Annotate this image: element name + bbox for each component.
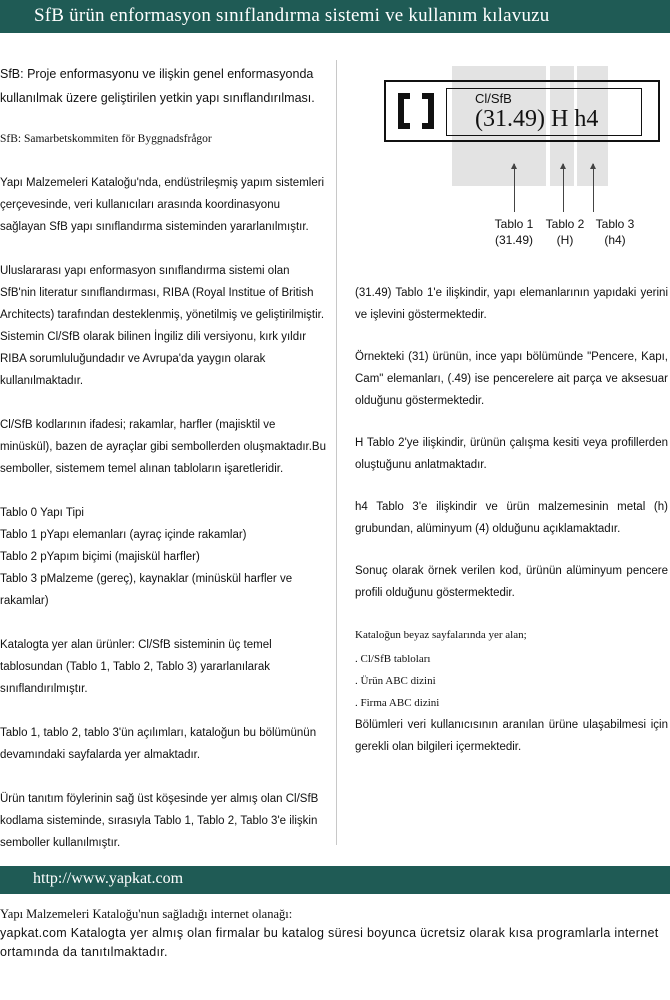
label-tablo3-code: (h4) <box>604 233 626 247</box>
bracket-logo-icon <box>394 89 438 133</box>
list-item: . Firma ABC dizini <box>355 697 440 709</box>
label-tablo2 <box>540 216 590 248</box>
code-panel <box>446 88 642 136</box>
footer-line-2: yapkat.com Katalogta yer almış olan firmalar bu katalog süresi boyunca ücretsiz olarak kısa programlarla internet ortamında da tanıtılmaktadır. <box>0 926 659 959</box>
label-tablo2-name: Tablo 2 <box>545 217 585 231</box>
code-frame <box>384 80 660 142</box>
label-tablo3 <box>590 216 640 248</box>
paragraph-codes: Cl/SfB kodlarının ifadesi; rakamlar, harfler (majisktil ve minüskül), bazen de ayraçlar gibi sembollerden oluşmaktadır.Bu semboller, sistemem temel alınan tabloların işaretleridir. <box>0 419 326 475</box>
table-item: Tablo 1 pYapı elemanları (ayraç içinde rakamlar) <box>0 529 247 541</box>
list-item: . Cl/SfB tabloları <box>355 653 431 665</box>
paragraph-sections: Bölümleri veri kullanıcısının aranılan ürüne ulaşabilmesi için gerekli olan bilgileri içermektedir. <box>355 719 668 753</box>
arrow-tablo3 <box>593 164 594 212</box>
code-diagram <box>380 66 668 266</box>
label-tablo3-name: Tablo 3 <box>595 217 635 231</box>
code-label: Cl/SfB <box>475 91 512 106</box>
paragraph-tables: Tablo 1, tablo 2, tablo 3'ün açılımları, kataloğun bu bölümünün devamındaki sayfalarda yer almaktadır. <box>0 727 317 761</box>
footer-line-1: Yapı Malzemeleri Kataloğu'nun sağladığı internet olanağı: <box>0 907 293 921</box>
label-tablo1 <box>488 216 540 248</box>
footer-text <box>0 905 668 962</box>
paragraph-tablo3: h4 Tablo 3'e ilişkindir ve ürün malzemesinin metal (h) grubundan, alüminyum (4) olduğunu açıklamaktadır. <box>355 501 668 535</box>
paragraph-coding: Ürün tanıtım föylerinin sağ üst köşesinde yer almış olan Cl/SfB kodlama sisteminde, sırasıyla Tablo 1, Tablo 2, Tablo 3'e ilişkin semboller kullanılmıştır. <box>0 793 319 849</box>
lead-paragraph: SfB: Proje enformasyonu ve ilişkin genel enformasyonda kullanılmak üzere geliştirilen yetkin yapı sınıflandırılması. <box>0 67 315 105</box>
list-heading: Kataloğun beyaz sayfalarında yer alan; <box>355 629 527 641</box>
paragraph-catalog: Yapı Malzemeleri Kataloğu'nda, endüstrileşmiş yapım sistemleri çerçevesinde, veri kullanıcıları arasında koordinasyonu sağlayan SfB yapı sınıflandırma sisteminden yararlanılmıştır. <box>0 177 325 233</box>
page-title: SfB ürün enformasyon sınıflandırma sistemi ve kullanım kılavuzu <box>34 5 550 26</box>
white-pages-list <box>355 624 668 714</box>
website-link[interactable]: http://www.yapkat.com <box>33 870 184 887</box>
table-list <box>0 502 328 612</box>
label-tablo1-code: (31.49) <box>494 233 534 247</box>
arrow-tablo1 <box>514 164 515 212</box>
paragraph-example: Örnekteki (31) ürünün, ince yapı bölümünde "Pencere, Kapı, Cam" elemanları, (.49) ise pencerelere ait parça ve aksesuar olduğunu göstermektedir. <box>355 351 668 407</box>
paragraph-tablo1: (31.49) Tablo 1'e ilişkindir, yapı elemanlarının yapıdaki yerini ve işlevini göstermektedir. <box>355 287 668 321</box>
table-item: Tablo 2 pYapım biçimi (majiskül harfler) <box>0 551 200 563</box>
right-column <box>355 282 668 778</box>
header-band <box>0 0 670 33</box>
paragraph-result: Sonuç olarak örnek verilen kod, ürünün alüminyum pencere profili olduğunu göstermektedir. <box>355 565 668 599</box>
list-item: . Ürün ABC dizini <box>355 675 436 687</box>
paragraph-tablo2: H Tablo 2'ye ilişkindir, ürünün çalışma kesiti veya profillerden oluştuğunu anlatmaktadır. <box>355 437 668 471</box>
code-value: (31.49) H h4 <box>475 106 599 132</box>
label-tablo1-name: Tablo 1 <box>494 217 534 231</box>
table-item: Tablo 3 pMalzeme (gereç), kaynaklar (minüskül harfler ve rakamlar) <box>0 573 293 607</box>
paragraph-products: Katalogta yer alan ürünler: Cl/SfB sisteminin üç temel tablosundan (Tablo 1, Tablo 2, Tablo 3) yararlanılarak sınıflandırılmıştır. <box>0 639 272 695</box>
sfb-origin: SfB: Samarbetskommiten för Byggnadsfrågor <box>0 133 212 145</box>
paragraph-riba: Uluslararası yapı enformasyon sınıflandırma sistemi olan SfB'nin literatur sınıflandırması, RIBA (Royal Institue of British Architects) tarafından desteklenmiş, yönetilmiş ve geliştirilmiştir. Sistemin Cl/SfB olarak bilinen İngiliz dili versiyonu, kırk yıldır RIBA sorumluluğundadır ve Avrupa'da yaygın olarak kullanılmaktadır. <box>0 265 325 387</box>
arrow-tablo2 <box>563 164 564 212</box>
left-column <box>0 62 328 876</box>
table-item: Tablo 0 Yapı Tipi <box>0 507 84 519</box>
footer-band <box>0 866 670 894</box>
label-tablo2-code: (H) <box>556 233 574 247</box>
column-divider <box>336 60 337 845</box>
